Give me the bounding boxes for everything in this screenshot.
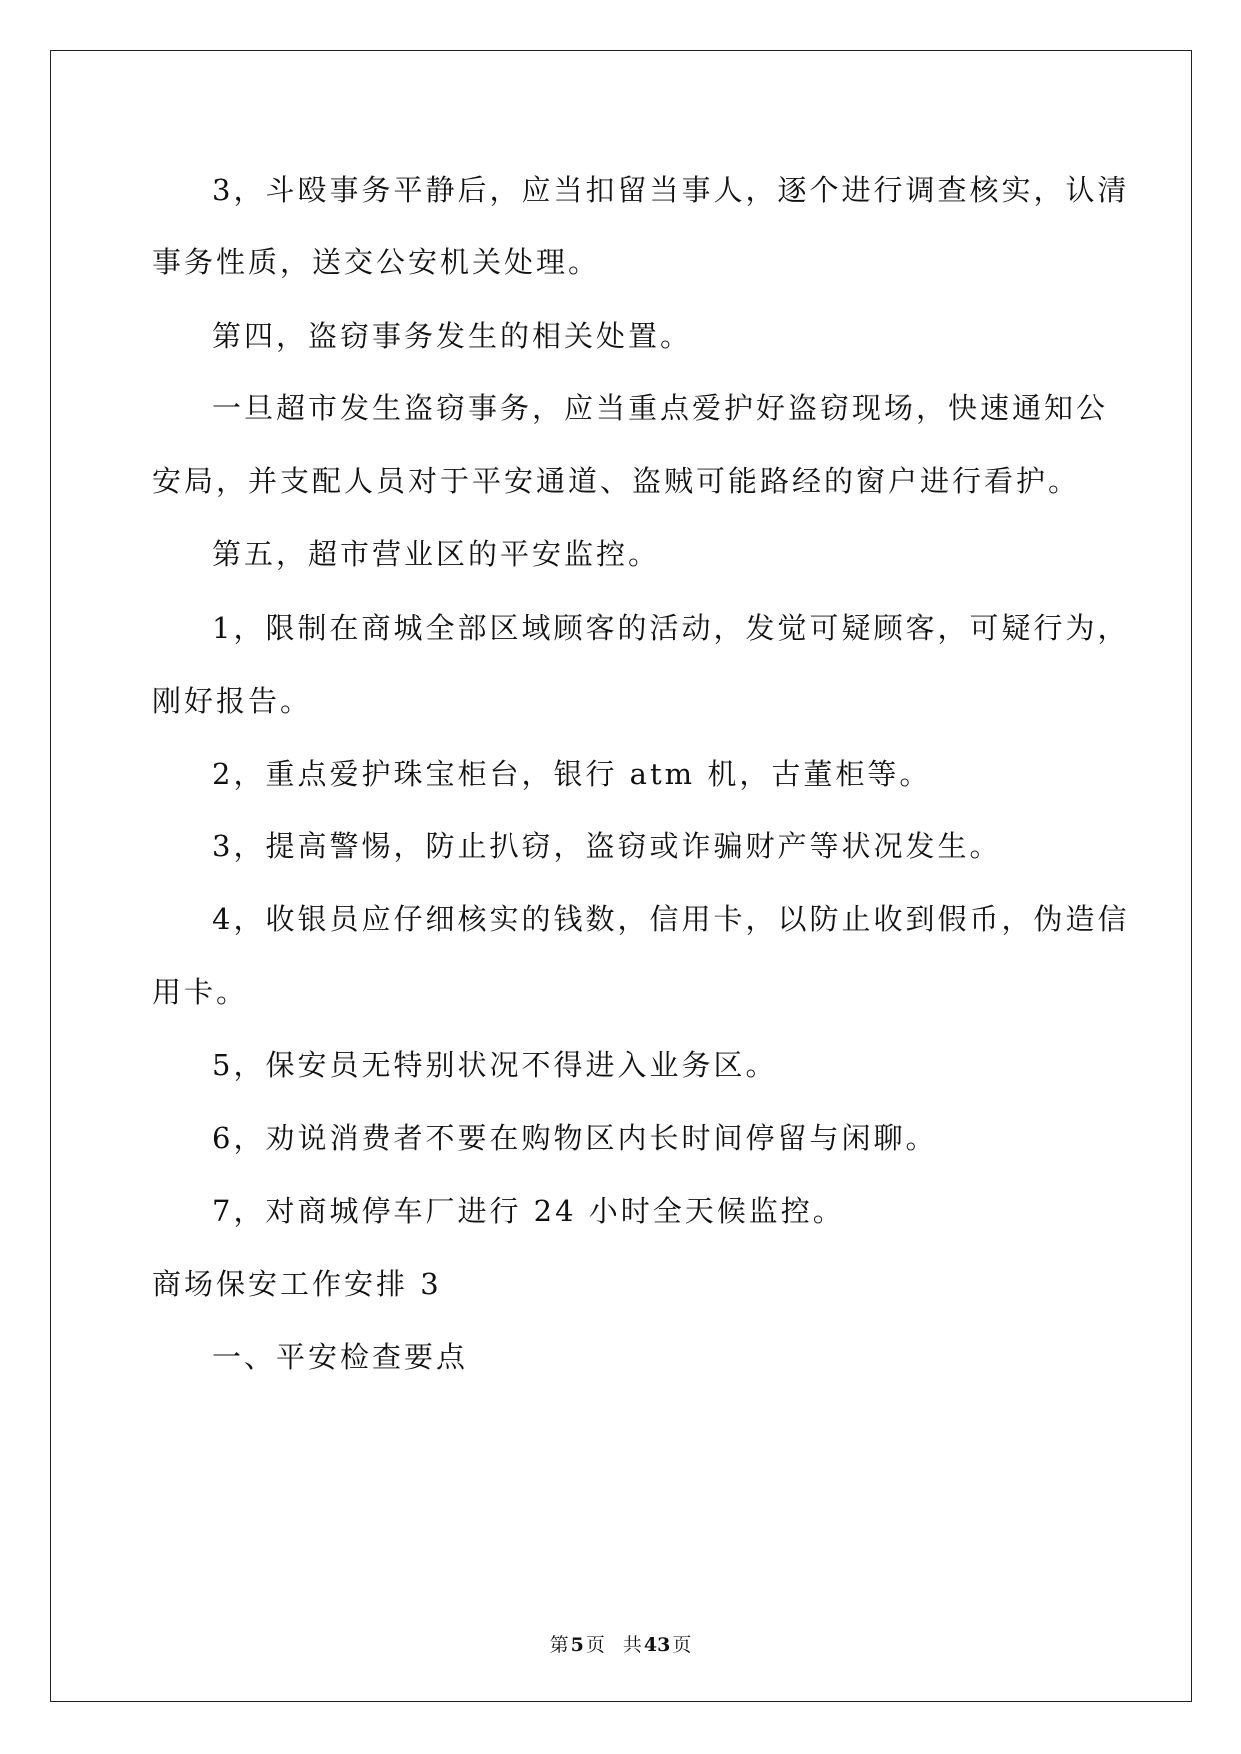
paragraph-line: 刚好报告。 xyxy=(152,684,313,718)
footer-page-prefix: 第 xyxy=(549,1634,569,1656)
paragraph-line: 7，对商城停车厂进行 24 小时全天候监控。 xyxy=(212,1194,845,1228)
page-footer xyxy=(0,1630,1241,1657)
paragraph-line: 5，保安员无特别状况不得进入业务区。 xyxy=(212,1048,778,1082)
footer-total-prefix: 共 xyxy=(622,1634,642,1656)
paragraph-line: 第四，盗窃事务发生的相关处置。 xyxy=(212,319,693,353)
paragraph-line: 1，限制在商城全部区域顾客的活动，发觉可疑顾客，可疑行为， xyxy=(212,611,1130,645)
paragraph-line: 事务性质，送交公安机关处理。 xyxy=(152,245,601,279)
paragraph-line: 3，斗殴事务平静后，应当扣留当事人，逐个进行调查核实，认清 xyxy=(212,173,1130,207)
section-heading: 商场保安工作安排 3 xyxy=(152,1267,442,1301)
page-border xyxy=(50,50,1192,1702)
footer-page-suffix: 页 xyxy=(585,1634,605,1656)
paragraph-line: 一旦超市发生盗窃事务，应当重点爱护好盗窃现场，快速通知公 xyxy=(212,391,1109,425)
footer-page-number: 5 xyxy=(570,1634,584,1656)
paragraph-line: 4，收银员应仔细核实的钱数，信用卡，以防止收到假币，伪造信 xyxy=(212,902,1130,936)
paragraph-line: 第五，超市营业区的平安监控。 xyxy=(212,537,661,571)
subsection-heading: 一、平安检查要点 xyxy=(212,1340,469,1374)
paragraph-line: 安局，并支配人员对于平安通道、盗贼可能路经的窗户进行看护。 xyxy=(152,464,1081,498)
paragraph-line: 2，重点爱护珠宝柜台，银行 atm 机，古董柜等。 xyxy=(212,757,932,791)
paragraph-line: 3，提高警惕，防止扒窃，盗窃或诈骗财产等状况发生。 xyxy=(212,829,1002,863)
footer-total-suffix: 页 xyxy=(672,1634,692,1656)
footer-page-total: 43 xyxy=(643,1634,671,1656)
paragraph-line: 用卡。 xyxy=(152,975,249,1009)
paragraph-line: 6，劝说消费者不要在购物区内长时间停留与闲聊。 xyxy=(212,1121,938,1155)
